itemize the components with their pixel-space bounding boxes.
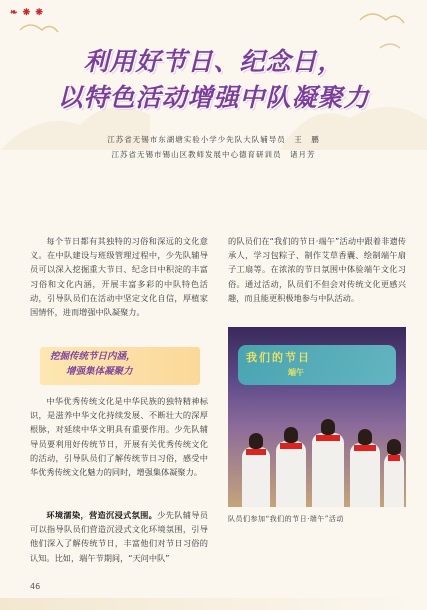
photo-banner-text: 我们的节日 bbox=[246, 351, 311, 364]
photo-caption: 队员们参加“我们的节日·端午”活动 bbox=[228, 515, 344, 523]
section-mark: ❧ ❋ ❋ bbox=[10, 8, 44, 18]
photo-banner-subtext: 端午 bbox=[288, 368, 304, 377]
student-figure bbox=[350, 443, 380, 507]
article-title-line2: 以特色活动增强中队凝聚力 bbox=[57, 83, 370, 112]
event-photo bbox=[228, 327, 406, 507]
author-line-2: 江苏省无锡市锡山区教师发展中心德育研训员 诸月芳 bbox=[111, 150, 316, 159]
paragraph-body: 少先队辅导员可以指导队员们营造沉浸式文化环境氛围，引导他们深入了解传统节日，丰富他们对节日习俗的认知。比如，端午节期间，“天问中队” bbox=[30, 510, 208, 563]
intro-paragraph: 每个节日都有其独特的习俗和深远的文化意义。在中队建设与班级管理过程中，少先队辅导员可以深入挖掘重大节日、纪念日中积淀的丰富习俗和文化内涵，开展丰富多彩的中队特色活动，引导队员们在活动中坚定文化自信，厚植家国情怀，进而增强中队凝聚力。 bbox=[30, 236, 208, 318]
paragraph-lead: 环境濡染，营造沉浸式氛围。 bbox=[46, 510, 158, 520]
student-figure bbox=[276, 441, 306, 507]
author-line-1: 江苏省无锡市东湖塘实验小学少先队大队辅导员 王 鹏 bbox=[107, 135, 320, 144]
right-paragraph: 的队员们在“我们的节日·端午”活动中跟着非遗传承人，学习包粽子、制作艾草香囊、绘制端午扇子工扇等。在浓浓的节日氛围中体验端午文化习俗。通过活动，队员们不但会对传统文化更感兴趣，而且能更积极地参与中队活动。 bbox=[228, 236, 406, 303]
section-subhead-line2: 增强集体凝聚力 bbox=[66, 366, 133, 377]
article-title-line1: 利用好节日、纪念日， bbox=[83, 47, 344, 76]
page-number: 46 bbox=[30, 582, 41, 591]
environment-paragraph bbox=[30, 508, 208, 565]
section-subhead-line1: 挖掘传统节日内涵， bbox=[50, 351, 136, 362]
student-figure bbox=[312, 433, 344, 507]
student-figure bbox=[384, 453, 404, 507]
footer-bar bbox=[0, 598, 427, 610]
student-figure bbox=[242, 447, 270, 507]
culture-paragraph: 中华优秀传统文化是中华民族的独特精神标识，是滋养中华文化持续发展、不断壮大的深厚根脉，对延续中华文明具有重要作用。少先队辅导员要利用好传统节日，开展有关优秀传统文化的活动，引导队员们了解传统节日习俗，感受中华优秀传统文化魅力的同时，增强集体凝聚力。 bbox=[30, 396, 208, 478]
